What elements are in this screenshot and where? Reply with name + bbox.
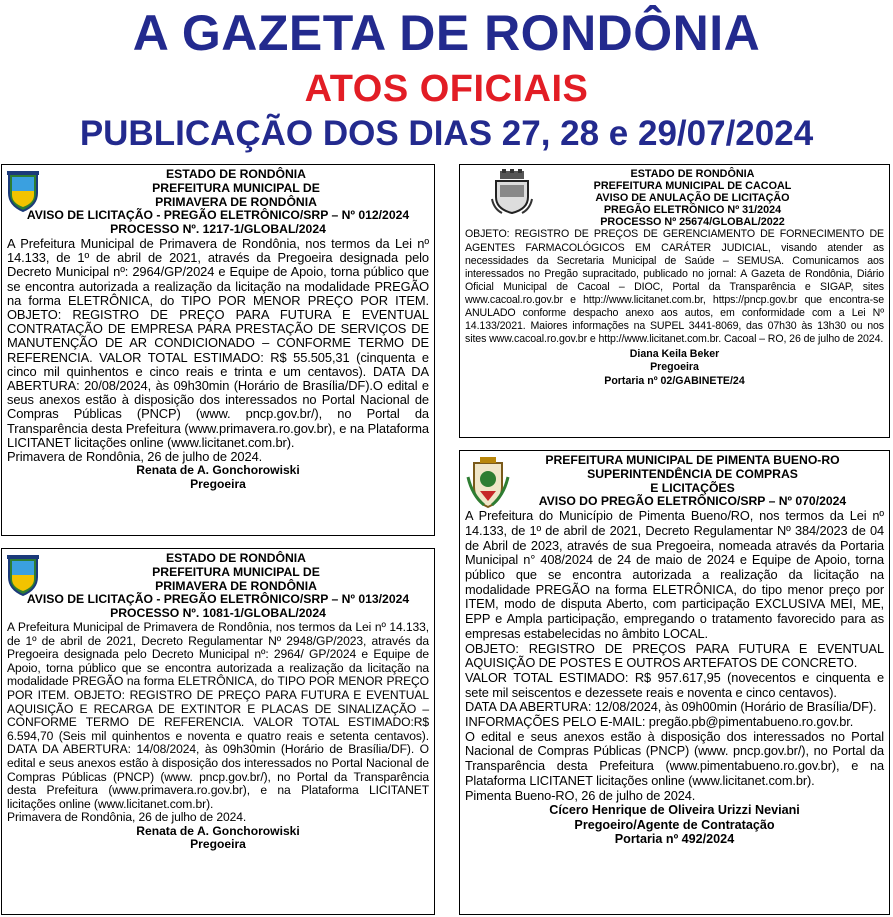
place-date: Pimenta Bueno-RO, 26 de julho de 2024. <box>465 787 696 803</box>
place-date: Primavera de Rondônia, 26 de julho de 2024. <box>7 449 263 465</box>
notice-paragraph-intro: A Prefeitura do Município de Pimenta Bueno/RO, nos termos da Lei nº 14.133, de 1º de abril de 2021, Decreto Regulamentar Nº 384/2023 de 04 de Abril de 2023, através de sua Pregoeira, nomeada através da Portaria Municipal n° 408/2024 de 24 de maio de 2024 e Equipe de Apoio, torna público que se encontra autorizada a realização da licitação na modalidade PREGÃO na forma ELETRÔNICA, do tipo menor preço por ITEM, modo de disputa Aberto, com participação EXCLUSIVA MEI, ME, EPP e Ampla participação, empregando o tratamento favorecido para as empresas estabelecidas no âmbito LOCAL. <box>465 508 884 641</box>
primavera-crest-logo <box>6 169 40 213</box>
notice-body: A Prefeitura Municipal de Primavera de Rondônia, nos termos da Lei nº 14.133, de 1º de abril de 2021, Decreto Regulamentar Nº 2948/GP/2023, através da Pregoeira designada pelo Decreto Municipal nº: 2964/ GP/2024 e Equipe de Apoio, torna público que se encontra autorizada a realização da licitação na modalidade PREGÃO na forma ELETRÔNICA, do TIPO POR MENOR PREÇO POR ITEM. OBJETO: REGISTRO DE PREÇO PARA FUTURA E EVENTUAL AQUISIÇÃO E RECARGA DE EXTINTOR E PLACAS DE SINALIZAÇÃO – CONFORME TERMO DE REFERENCIA. VALOR TOTAL ESTIMADO:R$ 6.594,70 (Seis mil quinhentos e noventa e quatro reais e setenta centavos). DATA DA ABERTURA: 14/08/2024, às 09h30min (Horário de Brasília/DF). O edital e seus anexos estão à disposição dos interessados no Portal Nacional de Compras Públicas (PNCP) (www. pncp.gov.br/), no Portal da Transparência desta Prefeitura (www.primavera.ro.gov.br), e na Plataforma LICITANET licitações online (www.licitanet.com.br). <box>7 619 429 811</box>
primavera-crest-logo <box>6 553 40 597</box>
masthead-subtitle: ATOS OFICIAIS <box>304 68 589 110</box>
process-number: PROCESSO Nº 25674/GLOBAL/2022 <box>600 216 785 229</box>
notice-paragraph-value: VALOR TOTAL ESTIMADO: R$ 957.617,95 (novecentos e cinquenta e sete mil seiscentos e dezessete reais e noventa e cinco centavos). <box>465 669 884 700</box>
notice-pimenta-bueno <box>459 450 890 915</box>
process-number: PROCESSO Nº. 1081-1/GLOBAL/2024 <box>110 606 326 621</box>
notice-title: AVISO DE ANULAÇÃO DE LICITAÇÃO <box>595 192 790 205</box>
prefecture-line: PREFEITURA MUNICIPAL DE PIMENTA BUENO-RO <box>545 453 840 467</box>
prefecture-line: PREFEITURA MUNICIPAL DE <box>152 180 320 195</box>
signer-role: Pregoeira <box>190 476 246 491</box>
publication-dates: PUBLICAÇÃO DOS DIAS 27, 28 e 29/07/2024 <box>79 114 814 153</box>
place-date: Primavera de Rondônia, 26 de julho de 2024. <box>7 810 247 825</box>
licitacoes-line: E LICITAÇÕES <box>650 480 735 495</box>
notice-paragraph-edital: O edital e seus anexos estão à disposição dos interessados no Portal Nacional de Compras Públicas (PNCP) (www. pncp.gov.br/), no Portal da Transparência desta Prefeitura (www.pimentabueno.ro.gov.br), e na Plataforma LICITANET licitações online (www.licitanet.com.br). <box>465 728 884 788</box>
process-number: PROCESSO Nº. 1217-1/GLOBAL/2024 <box>110 222 326 237</box>
ordinance: Portaria nº 02/GABINETE/24 <box>604 374 745 387</box>
signer-name: Cícero Henrique de Oliveira Urizzi Neviani <box>549 803 800 818</box>
signer-name: Renata de A. Gonchorowiski <box>136 823 300 838</box>
prefecture-line: PREFEITURA MUNICIPAL DE CACOAL <box>593 180 792 193</box>
ordinance: Portaria nº 492/2024 <box>614 832 735 847</box>
prefecture-line: PREFEITURA MUNICIPAL DE <box>152 564 320 579</box>
signer-name: Diana Keila Beker <box>629 348 720 361</box>
signer-role: Pregoeira <box>190 837 246 852</box>
notice-title: AVISO DO PREGÃO ELETRÔNICO/SRP – Nº 070/2024 <box>538 494 847 509</box>
notice-primavera-012 <box>1 164 435 536</box>
notice-body: OBJETO: REGISTRO DE PREÇOS DE GERENCIAMENTO DE FORNECIMENTO DE AGENTES FARMACOLÓGICOS EM CARÁTER JUDICIAL, visando atender as necessidades da Secretaria Municipal de Saúde – SEMUSA. Comunicamos aos interessados no Pregão supracitado, publicado no jornal: A Gazeta de Rondônia, Diário Oficial Municipal de Cacoal – DIOC, Portal da Transparência e SIGAP, sites www.cacoal.ro.gov.br e http://www.licitanet.com.br, https://pncp.gov.br que encontra-se ANULADO conforme despacho anexo aos autos, em conformidade com a Lei Nº 14.133/2021. Maiores informações na SUPEL 3441-8069, das 07h30 às 13h30 ou nos sites www.cacoal.ro.gov.br e http://www.licitanet.com.br. Cacoal – RO, 26 de julho de 2024. <box>465 228 884 346</box>
superintendency-line: SUPERINTENDÊNCIA DE COMPRAS <box>587 466 798 481</box>
signer-role: Pregoeira <box>650 361 699 374</box>
notice-cacoal <box>459 164 890 438</box>
signer-name: Renata de A. Gonchorowiski <box>136 463 300 478</box>
notice-body: A Prefeitura Municipal de Primavera de Rondônia, nos termos da Lei nº 14.133, de 1º de abril de 2021, através da Pregoeira designada pelo Decreto Municipal nº: 2964/GP/2024 e Equipe de Apoio, torna público que se encontra autorizada a realização da licitação na modalidade PREGÃO na forma ELETRÔNICA, do TIPO POR MENOR PREÇO POR ITEM. OBJETO: REGISTRO DE PREÇO PARA FUTURA E EVENTUAL CONTRATAÇÃO DE EMPRESA PARA PRESTAÇÃO DE SERVIÇOS DE MANUTENÇÃO DE AR CONDICIONADO – CONFORME TERMO DE REFERENCIA. VALOR TOTAL ESTIMADO: R$ 55.505,31 (cinquenta e cinco mil quinhentos e cinco reais e trinta e um centavos). DATA DA ABERTURA: 20/08/2024, às 09h30min (Horário de Brasília/DF).O edital e seus anexos estão à disposição dos interessados no Portal Nacional de Compras Públicas (PNCP) (www. pncp.gov.br/), no Portal da Transparência desta Prefeitura (www.primavera.ro.gov.br), e na Plataforma LICITANET licitações online (www.licitanet.com.br). <box>7 235 429 450</box>
notice-paragraph-object: OBJETO: REGISTRO DE PREÇOS PARA FUTURA E EVENTUAL AQUISIÇÃO DE POSTES E OUTROS ARTEFATOS DE CONCRETO. <box>465 640 884 671</box>
cacoal-crest-logo <box>490 169 534 215</box>
pregao-number: PREGÃO ELETRÔNICO Nº 31/2024 <box>603 204 782 217</box>
municipality-line: PRIMAVERA DE RONDÔNIA <box>155 578 317 593</box>
municipality-line: PRIMAVERA DE RONDÔNIA <box>155 194 317 209</box>
pimenta-bueno-crest-logo <box>466 457 510 509</box>
notice-title: AVISO DE LICITAÇÃO - PREGÃO ELETRÔNICO/SRP – Nº 013/2024 <box>26 592 410 607</box>
notice-title: AVISO DE LICITAÇÃO - PREGÃO ELETRÔNICO/SRP – Nº 012/2024 <box>26 208 410 223</box>
notice-primavera-013 <box>1 548 435 915</box>
state-line: ESTADO DE RONDÔNIA <box>166 551 306 565</box>
state-line: ESTADO DE RONDÔNIA <box>630 168 755 180</box>
masthead-title: A GAZETA DE RONDÔNIA <box>132 5 761 61</box>
state-line: ESTADO DE RONDÔNIA <box>166 167 306 181</box>
signer-role: Pregoeiro/Agente de Contratação <box>574 817 775 832</box>
notice-paragraph-opening: DATA DA ABERTURA: 12/08/2024, às 09h00min (Horário de Brasília/DF). <box>465 699 877 715</box>
notice-paragraph-email: INFORMAÇÕES PELO E-MAIL: pregão.pb@pimentabueno.ro.gov.br. <box>465 714 854 730</box>
